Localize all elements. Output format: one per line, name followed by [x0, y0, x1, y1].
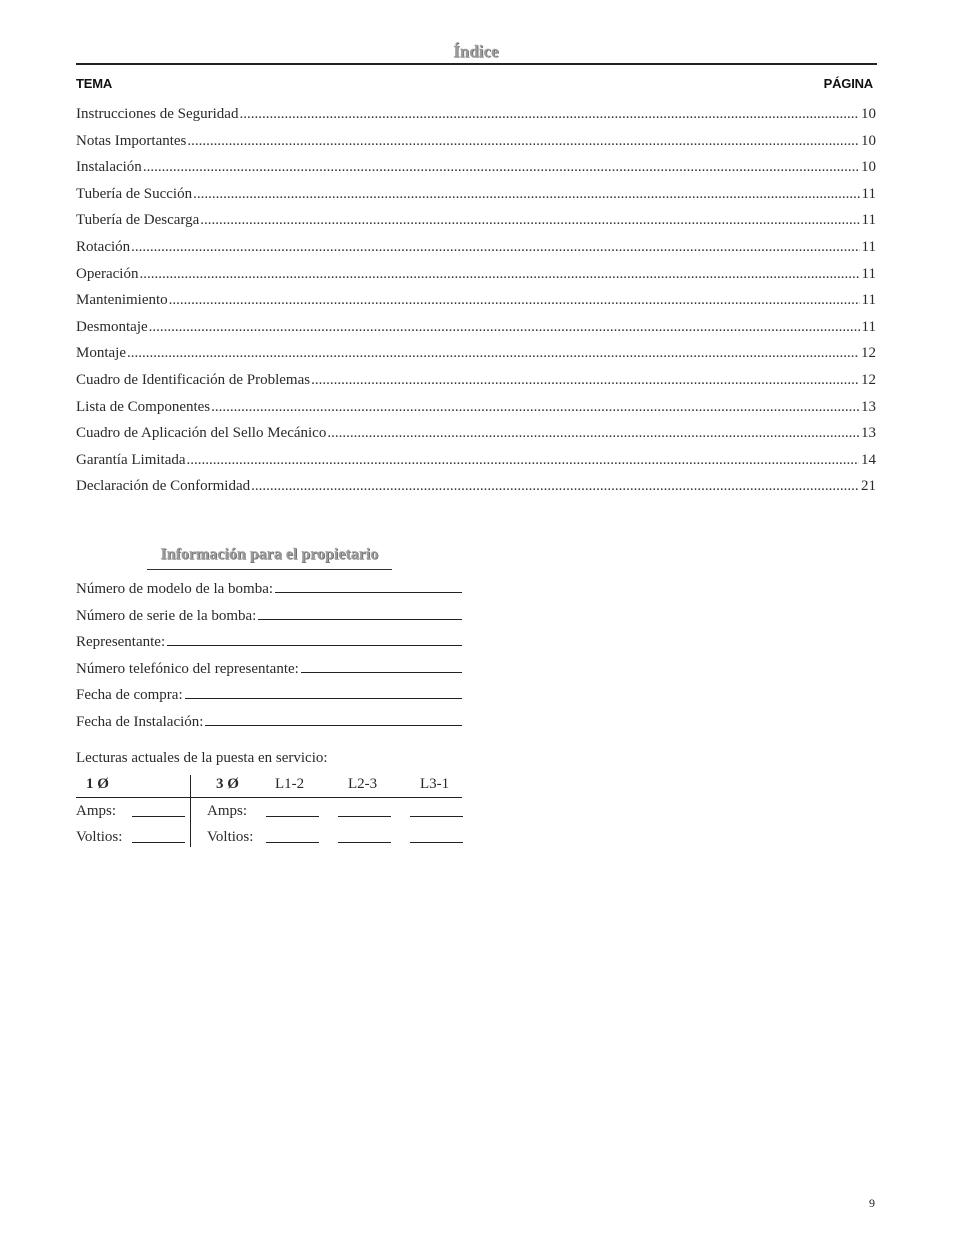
- volts-label-1ph: Voltios:: [76, 829, 123, 845]
- toc-entry-title: Desmontaje: [76, 318, 148, 335]
- volts-l31-line[interactable]: [410, 842, 463, 843]
- volts-label-3ph: Voltios:: [207, 829, 254, 845]
- installation-date-field[interactable]: [76, 711, 462, 738]
- toc-entry-title: Cuadro de Aplicación del Sello Mecánico: [76, 425, 327, 442]
- toc-entry-title: Mantenimiento: [76, 292, 168, 309]
- toc-dot-leader: [187, 130, 859, 152]
- toc-entry[interactable]: [76, 156, 876, 183]
- toc-entry[interactable]: [76, 316, 876, 343]
- field-label: Número telefónico del representante:: [76, 660, 299, 677]
- toc-entry[interactable]: [76, 130, 876, 157]
- toc-entry-page: 11: [861, 185, 876, 202]
- page-title: Índice: [453, 42, 499, 61]
- toc-entry[interactable]: [76, 475, 876, 502]
- toc-dot-leader: [239, 103, 859, 125]
- toc-dot-leader: [131, 236, 859, 258]
- toc-dot-leader: [139, 263, 859, 285]
- title-rule: [76, 63, 877, 65]
- toc-entry[interactable]: [76, 422, 876, 449]
- current-readings-table: [76, 773, 463, 847]
- toc-entry[interactable]: [76, 342, 876, 369]
- toc-entry[interactable]: [76, 369, 876, 396]
- toc-entry-page: 11: [861, 238, 876, 255]
- toc-entry-page: 13: [861, 425, 876, 442]
- volts-l12-line[interactable]: [266, 842, 319, 843]
- fill-in-line[interactable]: [275, 578, 462, 593]
- toc-entry-page: 10: [861, 159, 876, 176]
- fill-in-line[interactable]: [258, 605, 462, 620]
- toc-dot-leader: [327, 422, 859, 444]
- fill-in-line[interactable]: [301, 658, 462, 673]
- amps-l23-line[interactable]: [338, 816, 391, 817]
- field-label: Número de serie de la bomba:: [76, 607, 257, 624]
- toc-entry-title: Operación: [76, 265, 139, 282]
- column-header-page: PÁGINA: [823, 76, 873, 91]
- toc-entry[interactable]: [76, 263, 876, 290]
- table-header-rule: [76, 797, 462, 798]
- toc-dot-leader: [127, 342, 859, 364]
- toc-dot-leader: [311, 369, 859, 391]
- amps-label-1ph: Amps:: [76, 803, 117, 819]
- toc-dot-leader: [149, 316, 860, 338]
- toc-entry-page: 11: [861, 318, 876, 335]
- three-phase-header: 3 Ø: [216, 776, 239, 792]
- toc-entry-page: 12: [861, 345, 876, 362]
- amps-label-3ph: Amps:: [207, 803, 248, 819]
- toc-dot-leader: [169, 289, 860, 311]
- toc-dot-leader: [200, 209, 859, 231]
- serial-number-field[interactable]: [76, 605, 462, 632]
- toc-entry-page: 13: [861, 398, 876, 415]
- toc-entry-title: Declaración de Conformidad: [76, 478, 251, 495]
- field-label: Fecha de Instalación:: [76, 713, 204, 730]
- amps-1ph-line[interactable]: [132, 816, 185, 817]
- toc-dot-leader: [143, 156, 859, 178]
- toc-entry-title: Tubería de Descarga: [76, 212, 200, 229]
- toc-entry-title: Tubería de Succión: [76, 185, 193, 202]
- fill-in-line[interactable]: [205, 711, 462, 726]
- toc-entry[interactable]: [76, 103, 876, 130]
- fill-in-line[interactable]: [167, 631, 462, 646]
- table-of-contents: [76, 103, 876, 502]
- toc-entry[interactable]: [76, 396, 876, 423]
- toc-entry-page: 11: [861, 212, 876, 229]
- fill-in-line[interactable]: [185, 684, 462, 699]
- toc-entry[interactable]: [76, 209, 876, 236]
- toc-entry-page: 14: [861, 451, 876, 468]
- toc-entry[interactable]: [76, 236, 876, 263]
- owner-info-underline: [147, 569, 392, 570]
- field-label: Representante:: [76, 634, 166, 651]
- model-number-field[interactable]: [76, 578, 462, 605]
- field-label: Número de modelo de la bomba:: [76, 581, 274, 597]
- toc-dot-leader: [211, 396, 859, 418]
- owner-info-title: Información para el propietario: [160, 546, 379, 563]
- owner-info-form: [76, 578, 462, 738]
- single-phase-header: 1 Ø: [86, 776, 109, 792]
- toc-entry-title: Montaje: [76, 345, 126, 362]
- toc-entry-page: 10: [861, 106, 876, 122]
- l23-header: L2-3: [348, 776, 378, 792]
- column-header-topic: TEMA: [76, 76, 113, 91]
- purchase-date-field[interactable]: [76, 684, 462, 711]
- volts-1ph-line[interactable]: [132, 842, 185, 843]
- field-label: Fecha de compra:: [76, 687, 183, 704]
- toc-entry[interactable]: [76, 449, 876, 476]
- page-number: 9: [869, 1196, 875, 1210]
- toc-entry-page: 12: [861, 371, 876, 388]
- toc-entry-page: 21: [861, 478, 876, 495]
- toc-entry-title: Notas Importantes: [76, 132, 187, 149]
- toc-entry-title: Instrucciones de Seguridad: [76, 106, 239, 122]
- dealer-field[interactable]: [76, 631, 462, 658]
- toc-entry-title: Instalación: [76, 159, 142, 176]
- table-divider: [190, 775, 191, 847]
- amps-l12-line[interactable]: [266, 816, 319, 817]
- dealer-phone-field[interactable]: [76, 658, 462, 685]
- toc-dot-leader: [187, 449, 859, 471]
- toc-entry-title: Garantía Limitada: [76, 451, 186, 468]
- toc-dot-leader: [251, 475, 859, 497]
- toc-entry-page: 11: [861, 292, 876, 309]
- toc-entry-title: Lista de Componentes: [76, 398, 211, 415]
- amps-l31-line[interactable]: [410, 816, 463, 817]
- toc-entry-page: 11: [861, 265, 876, 282]
- toc-entry-title: Cuadro de Identificación de Problemas: [76, 371, 311, 388]
- l12-header: L1-2: [275, 776, 305, 792]
- toc-entry-title: Rotación: [76, 238, 131, 255]
- readings-label: Lecturas actuales de la puesta en servicio:: [76, 750, 328, 766]
- l31-header: L3-1: [420, 776, 450, 792]
- toc-entry-page: 10: [861, 132, 876, 149]
- toc-entry[interactable]: [76, 183, 876, 210]
- toc-entry[interactable]: [76, 289, 876, 316]
- toc-dot-leader: [193, 183, 859, 205]
- volts-l23-line[interactable]: [338, 842, 391, 843]
